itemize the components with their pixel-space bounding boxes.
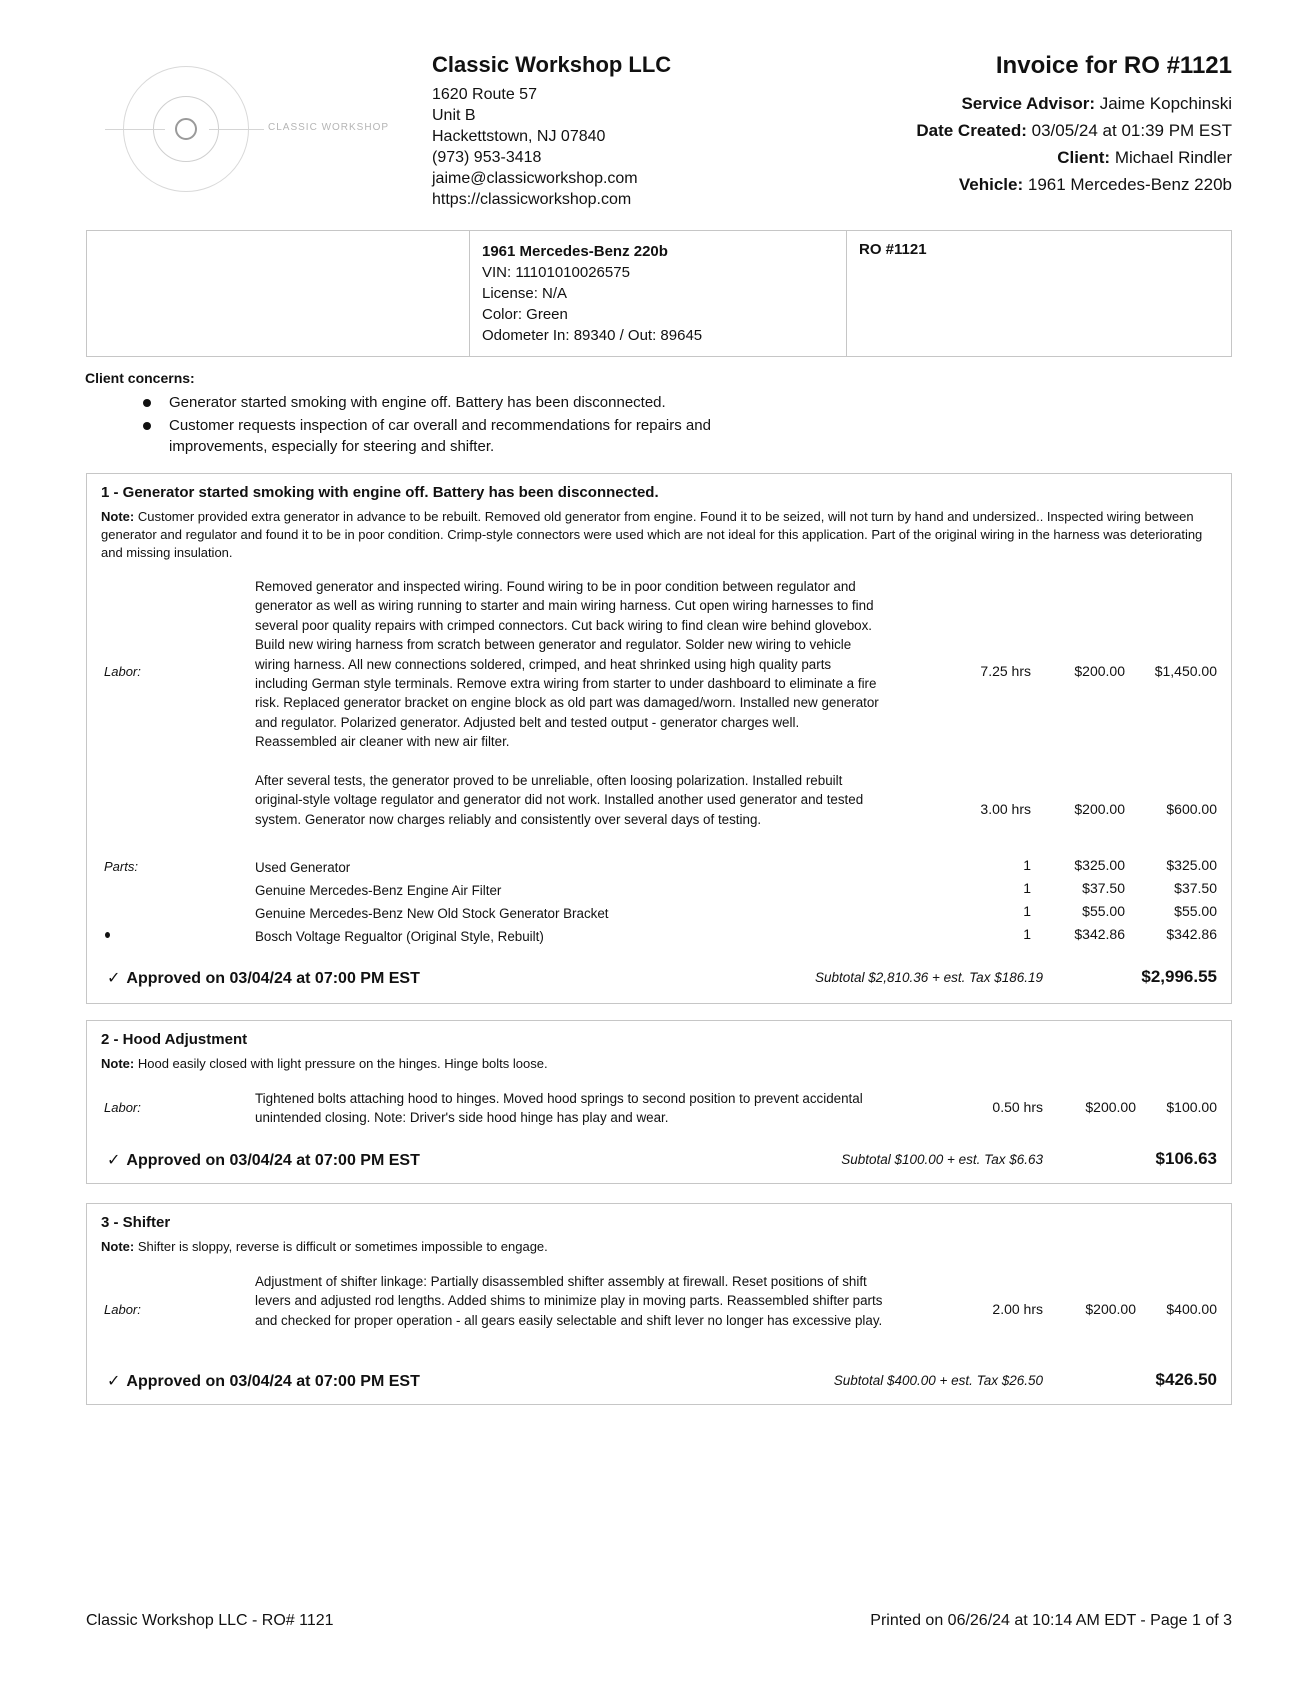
labor-rate: $200.00 [1074, 801, 1125, 817]
part-description: Genuine Mercedes-Benz New Old Stock Generator Bracket [255, 906, 609, 921]
footer-printed-page: Printed on 06/26/24 at 10:14 AM EDT - Page 1 of 3 [870, 1612, 1232, 1629]
job-note [101, 1238, 1211, 1256]
bullet-icon [143, 422, 151, 430]
concern-item [169, 415, 769, 457]
note-text: Hood easily closed with light pressure on the hinges. Hinge bolts loose. [137, 1056, 548, 1071]
note-text: Customer provided extra generator in advance to be rebuilt. Removed old generator from engine. Found it to be seized, will not turn by hand and undersized.. Inspected wiring between generator and regulator and found it to be in poor condition. Crimp-style connectors were used which are not ideal for this application. Part of the original wiring in the harness was deteriorating and missing insulation. [101, 509, 1203, 560]
vehicle-box-divider [469, 231, 470, 356]
labor-label: Labor: [104, 1302, 141, 1317]
labor-rate: $200.00 [1085, 1301, 1136, 1317]
part-qty: 1 [1023, 880, 1031, 896]
vehicle [712, 171, 1232, 198]
labor-amount: $1,450.00 [1154, 663, 1217, 679]
job-subtotal: Subtotal $400.00 + est. Tax $26.50 [833, 1373, 1043, 1388]
approval-text: Approved on 03/04/24 at 07:00 PM EST [126, 1152, 420, 1169]
labor-description: Tightened bolts attaching hood to hinges. Moved hood springs to second position to prevent accidental unintended closing. Note: Driver's side hood hinge has play and wear. [255, 1091, 863, 1126]
client [712, 144, 1232, 171]
part-marker-icon [105, 932, 110, 938]
vehicle-title: 1961 Mercedes-Benz 220b [482, 243, 668, 260]
job-subtotal: Subtotal $100.00 + est. Tax $6.63 [841, 1152, 1043, 1167]
check-icon: ✓ [107, 1152, 121, 1169]
concern-text: Customer requests inspection of car overall and recommendations for repairs and improvements, especially for steering and shifter. [169, 417, 711, 455]
date-created-label: Date Created: [916, 121, 1027, 140]
job-total: $426.50 [1155, 1370, 1217, 1389]
note-label: Note: [101, 1239, 135, 1254]
approval-status [107, 968, 420, 988]
footer-ro: Classic Workshop LLC - RO# 1121 [86, 1612, 334, 1629]
part-amount: $37.50 [1174, 880, 1217, 896]
note-text: Shifter is sloppy, reverse is difficult or sometimes impossible to engage. [137, 1239, 548, 1254]
company-address1: 1620 Route 57 [432, 86, 537, 103]
labor-description: After several tests, the generator proved to be unreliable, often loosing polarization. Installed rebuilt original-style voltage regulator and generator did not work. Installed another used generator and tested system. Generator now charges reliably and consistently over several days of testing. [255, 773, 864, 827]
bullet-icon [143, 399, 151, 407]
labor-description: Adjustment of shifter linkage: Partially disassembled shifter assembly at firewall. Reset positions of shift levers and adjusted rod lengths. Added shims to minimize play in moving parts. Reassembled shifter parts and checked for proper operation - all gears easily selectable and shift lever no longer has excessive play. [255, 1274, 883, 1328]
logo-line-right [209, 129, 264, 130]
job-note [101, 508, 1211, 562]
approval-text: Approved on 03/04/24 at 07:00 PM EST [126, 970, 420, 987]
part-rate: $37.50 [1082, 880, 1125, 896]
client-label: Client: [1057, 148, 1111, 167]
logo-core-ring [175, 118, 197, 140]
service-advisor [712, 90, 1232, 117]
job-title: 3 - Shifter [101, 1214, 171, 1231]
vehicle-label: Vehicle: [958, 175, 1024, 194]
labor-hours: 3.00 hrs [980, 801, 1031, 817]
part-qty: 1 [1023, 903, 1031, 919]
vehicle-license: License: N/A [482, 285, 568, 302]
job-card-hood-adjustment [86, 1020, 1232, 1184]
labor-description: Removed generator and inspected wiring. Found wiring to be in poor condition between regulator and generator as well as wiring running to starter and main wiring harness. Cut open wiring harnesses to find several poor quality repairs with crimped connectors. Cut back wiring to find clean wire behind glovebox. Build new wiring harness from scratch between generator and regulator. Solder new wiring to vehicle wiring harness. All new connections soldered, crimped, and heat shrinked using high quality parts including German style terminals. Remove extra wiring from starter to under dashboard to eliminate a fire risk. Replaced generator bracket on engine block as old part was damaged/worn. Installed new generator and regulator. Polarized generator. Adjusted belt and tested output - generator charges well. Reassembled air cleaner with new air filter. [255, 579, 879, 750]
labor-hours: 0.50 hrs [992, 1099, 1043, 1115]
part-description: Bosch Voltage Regualtor (Original Style, Rebuilt) [255, 929, 544, 944]
date-created [712, 117, 1232, 144]
company-address2: Unit B [432, 107, 476, 124]
vehicle-details [482, 241, 702, 346]
job-card-shifter [86, 1203, 1232, 1405]
repair-order-number: RO #1121 [859, 241, 927, 258]
date-created-value: 03/05/24 at 01:39 PM EST [1031, 121, 1232, 140]
part-qty: 1 [1023, 926, 1031, 942]
job-card-generator [86, 473, 1232, 1004]
concern-item [169, 392, 769, 413]
vehicle-vin: VIN: 11101010026575 [482, 264, 630, 281]
vehicle-odometer: Odometer In: 89340 / Out: 89645 [482, 327, 703, 344]
labor-amount: $600.00 [1166, 801, 1217, 817]
client-value: Michael Rindler [1114, 148, 1232, 167]
parts-label: Parts: [104, 859, 138, 874]
part-qty: 1 [1023, 857, 1031, 873]
vehicle-box-divider [846, 231, 847, 356]
job-total: $106.63 [1155, 1149, 1217, 1168]
part-rate: $55.00 [1082, 903, 1125, 919]
logo-line-left [105, 129, 165, 130]
invoice-info [712, 52, 1232, 198]
labor-hours: 7.25 hrs [980, 663, 1031, 679]
labor-hours: 2.00 hrs [992, 1301, 1043, 1317]
labor-label: Labor: [104, 1100, 141, 1115]
concerns-title: Client concerns: [85, 370, 195, 386]
invoice-title: Invoice for RO #1121 [995, 52, 1232, 79]
part-rate: $325.00 [1074, 857, 1125, 873]
job-subtotal: Subtotal $2,810.36 + est. Tax $186.19 [814, 970, 1043, 985]
part-rate: $342.86 [1074, 926, 1125, 942]
service-advisor-label: Service Advisor: [961, 94, 1095, 113]
client-concerns [85, 370, 985, 459]
logo-text: CLASSIC WORKSHOP [268, 122, 390, 133]
concern-text: Generator started smoking with engine off. Battery has been disconnected. [169, 394, 666, 411]
service-advisor-value: Jaime Kopchinski [1099, 94, 1232, 113]
job-note [101, 1055, 1211, 1073]
vehicle-color: Color: Green [482, 306, 568, 323]
job-title: 1 - Generator started smoking with engine off. Battery has been disconnected. [101, 484, 659, 501]
job-total: $2,996.55 [1141, 967, 1217, 986]
part-description: Genuine Mercedes-Benz Engine Air Filter [255, 883, 502, 898]
approval-status [107, 1371, 420, 1391]
part-description: Used Generator [255, 860, 351, 875]
check-icon: ✓ [107, 970, 121, 987]
part-amount: $342.86 [1166, 926, 1217, 942]
job-title: 2 - Hood Adjustment [101, 1031, 248, 1048]
part-amount: $325.00 [1166, 857, 1217, 873]
company-website: https://classicworkshop.com [432, 191, 632, 208]
labor-label: Labor: [104, 664, 141, 679]
company-email: jaime@classicworkshop.com [432, 170, 638, 187]
note-label: Note: [101, 1056, 135, 1071]
company-city: Hackettstown, NJ 07840 [432, 128, 606, 145]
labor-rate: $200.00 [1085, 1099, 1136, 1115]
note-label: Note: [101, 509, 135, 524]
labor-amount: $400.00 [1166, 1301, 1217, 1317]
part-amount: $55.00 [1174, 903, 1217, 919]
company-name: Classic Workshop LLC [432, 52, 672, 77]
labor-rate: $200.00 [1074, 663, 1125, 679]
vehicle-details-box [86, 230, 1232, 357]
company-phone: (973) 953-3418 [432, 149, 542, 166]
company-logo [105, 62, 415, 200]
approval-text: Approved on 03/04/24 at 07:00 PM EST [126, 1373, 420, 1390]
labor-amount: $100.00 [1166, 1099, 1217, 1115]
check-icon: ✓ [107, 1373, 121, 1390]
approval-status [107, 1150, 420, 1170]
vehicle-value: 1961 Mercedes-Benz 220b [1027, 175, 1232, 194]
